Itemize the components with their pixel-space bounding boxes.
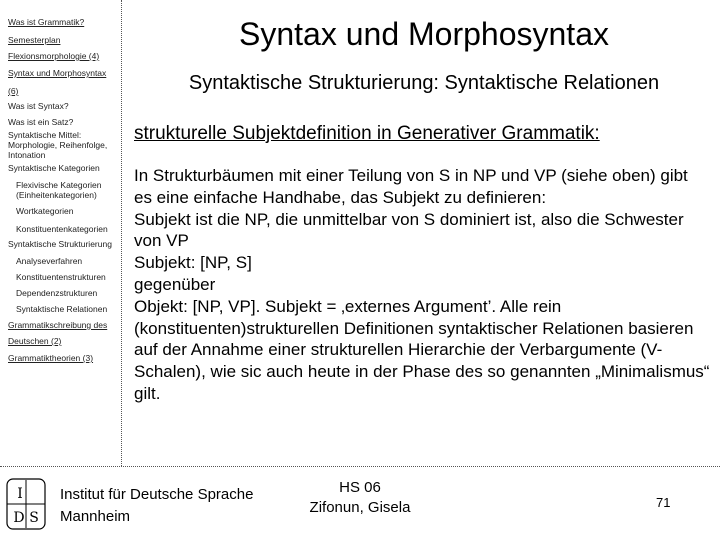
sidebar-item-syntaktische-mittel[interactable]: Syntaktische Mittel: Morphologie, Reihenfolge, Intonation xyxy=(8,130,108,160)
footer-divider xyxy=(0,466,720,467)
svg-text:S: S xyxy=(29,510,39,526)
sidebar-navigation xyxy=(0,0,122,466)
slide-subtitle: Syntaktische Strukturierung: Syntaktische Relationen xyxy=(188,72,660,94)
institute-line-2: Mannheim xyxy=(60,508,131,525)
sidebar-item-semesterplan[interactable]: Semesterplan xyxy=(8,35,61,45)
author-name: Zifonun, Gisela xyxy=(309,499,411,516)
sidebar-item-was-ist-grammatik[interactable]: Was ist Grammatik? xyxy=(8,17,85,27)
institute-line-1: Institut für Deutsche Sprache xyxy=(60,486,254,503)
sidebar-item-syntaktische-relationen[interactable]: Syntaktische Relationen xyxy=(16,304,108,314)
body-paragraph-definition: Subjekt ist die NP, die unmittelbar von S dominiert ist, also die Schwester von VP xyxy=(134,209,684,251)
sidebar-item-was-ist-ein-satz[interactable]: Was ist ein Satz? xyxy=(8,117,74,127)
sidebar-item-konstituentenkategorien[interactable]: Konstituentenkategorien xyxy=(16,224,108,234)
body-paragraph-contrast: gegenüber xyxy=(134,274,216,294)
sidebar-item-syntaktische-strukturierung[interactable]: Syntaktische Strukturierung xyxy=(8,239,112,249)
svg-text:D: D xyxy=(13,510,25,526)
sidebar-item-konstituentenstrukturen[interactable]: Konstituentenstrukturen xyxy=(16,272,106,282)
section-heading: strukturelle Subjektdefinition in Generativer Grammatik: xyxy=(134,123,600,144)
body-paragraph-object-formula: Objekt: [NP, VP]. Subjekt = ‚externes Argument’. Alle rein (konstituenten)strukturellen Definitionen syntaktischer Relationen basieren auf der Annahme einer strukturellen Hierarchie der Verbargumente (V-Schalen), wie sic auch heute in der Phase des so genannten „Minimalismus“ gilt. xyxy=(134,296,710,403)
ids-logo-icon xyxy=(6,478,46,530)
sidebar-item-grammatiktheorien[interactable]: Grammatiktheorien (3) xyxy=(8,353,94,363)
slide-body xyxy=(134,165,710,405)
body-paragraph-subject-formula: Subjekt: [NP, S] xyxy=(134,253,252,273)
sidebar-item-syntax-und-morphosyntax-count[interactable]: (6) xyxy=(8,86,19,96)
sidebar-item-flexionsmorphologie[interactable]: Flexionsmorphologie (4) xyxy=(8,51,100,61)
sidebar-item-flexivische-kategorien[interactable]: Flexivische Kategorien (Einheitenkategorien) xyxy=(16,180,102,200)
svg-text:I: I xyxy=(17,486,23,502)
body-paragraph-intro: In Strukturbäumen mit einer Teilung von S in NP und VP (siehe oben) gibt es eine einfache Handhabe, das Subjekt zu definieren: xyxy=(134,166,688,207)
course-label: HS 06 xyxy=(339,479,381,496)
slide-title: Syntax und Morphosyntax xyxy=(239,16,609,52)
sidebar-item-syntaktische-kategorien[interactable]: Syntaktische Kategorien xyxy=(8,163,100,173)
sidebar-item-wortkategorien[interactable]: Wortkategorien xyxy=(16,206,74,216)
sidebar-item-was-ist-syntax[interactable]: Was ist Syntax? xyxy=(8,101,69,111)
sidebar-item-syntax-und-morphosyntax[interactable]: Syntax und Morphosyntax xyxy=(8,68,107,78)
sidebar-item-analyseverfahren[interactable]: Analyseverfahren xyxy=(16,256,83,266)
sidebar-divider xyxy=(121,0,122,466)
sidebar-item-grammatikschreibung-count[interactable]: Deutschen (2) xyxy=(8,336,62,346)
sidebar-item-grammatikschreibung[interactable]: Grammatikschreibung des xyxy=(8,320,108,330)
sidebar-item-dependenzstrukturen[interactable]: Dependenzstrukturen xyxy=(16,288,98,298)
page-number: 71 xyxy=(656,495,671,510)
institute-name xyxy=(60,484,253,528)
course-info xyxy=(280,478,440,518)
